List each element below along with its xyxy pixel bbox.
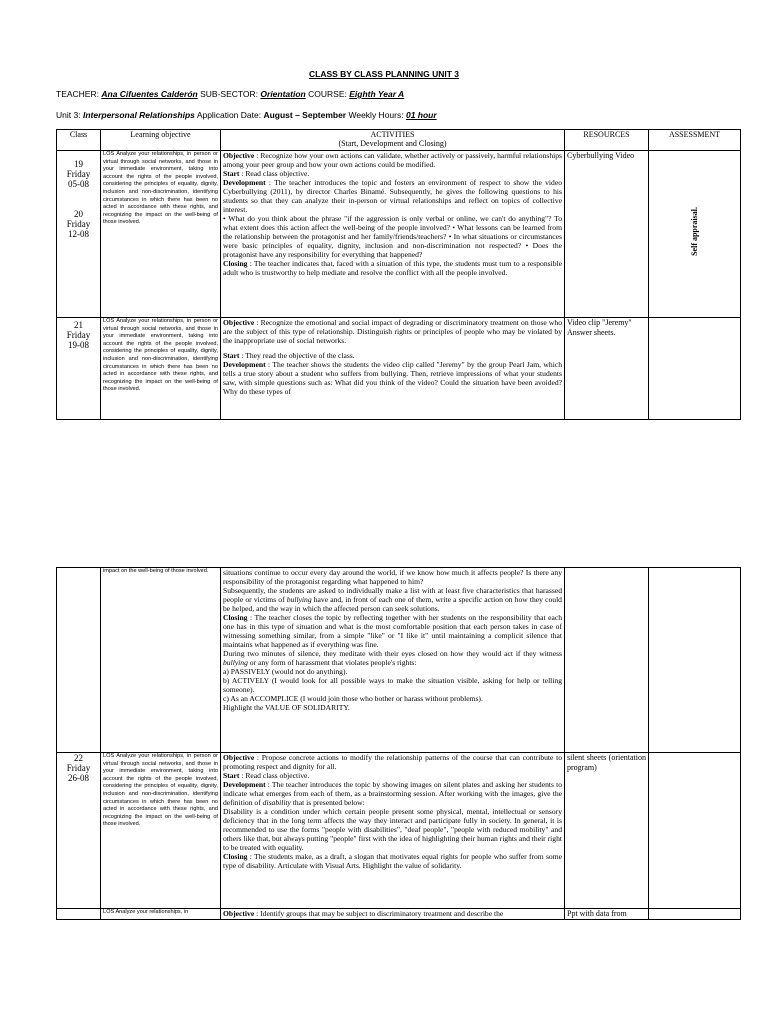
subsector-label: SUB-SECTOR: — [200, 89, 259, 99]
teacher-name: Ana Cifuentes Calderón — [101, 89, 198, 99]
table-row — [57, 151, 741, 318]
class-day: Friday — [66, 763, 91, 773]
development-text-end: that is presented below: — [290, 798, 365, 807]
list-instruction: Subsequently, the students are asked to individually make a list with at least five characteristics that harassed people or victims of — [223, 586, 562, 604]
option-a: a) PASSIVELY (would not do anything). — [223, 667, 348, 676]
objective-text: : Propose concrete actions to modify the relationship patterns of the course that can contribute to promoting respect and dignity for all. — [223, 753, 562, 771]
start-text: : Read class objective. — [241, 771, 310, 780]
class-date: 05-08 — [68, 179, 89, 189]
resources-cell: Video clip "Jeremy" Answer sheets. — [565, 318, 649, 420]
silence-text: During two minutes of silence, they meditate with their eyes closed on how they would act if they witness — [223, 649, 562, 658]
class-day: Friday — [66, 330, 91, 340]
start-label: Start — [223, 169, 240, 178]
development-text: : The teacher introduces the topic by showing images on silent plates and asking her students to indicate what emerges from each of them, as a brainstorming session. After working with the images, give the definition of — [223, 780, 563, 807]
learning-objective-cell: impact on the well-being of those involved. — [101, 568, 221, 753]
start-text: : Read class objective. — [241, 169, 310, 178]
subsector-value: Orientation — [260, 89, 306, 99]
class-day: Friday — [66, 219, 91, 229]
class-cell — [57, 909, 101, 920]
class-cell — [57, 568, 101, 753]
objective-label: Objective — [223, 151, 255, 160]
class-date: 26-08 — [68, 773, 89, 783]
continuation-text: situations continue to occur every day around the world, if we know how much it affects people? Is there any responsibility of the protagonist regarding what happened to him? — [223, 568, 562, 586]
course-value: Eighth Year A — [349, 89, 405, 99]
page-title: CLASS BY CLASS PLANNING UNIT 3 — [308, 69, 460, 79]
assessment-cell — [649, 568, 741, 753]
class-cell — [57, 318, 101, 420]
resources-text: silent sheets (orientation program) — [567, 753, 646, 772]
class-cell — [57, 151, 101, 318]
unit-line — [56, 110, 437, 120]
activities-header-sub: (Start, Development and Closing) — [338, 139, 447, 148]
learning-objective-cell: LOS Analyze your relationships, in — [101, 909, 221, 920]
start-label: Start — [223, 771, 240, 780]
planning-table-page2 — [56, 567, 741, 920]
class-number: 19 — [74, 159, 83, 169]
col-header-resources: RESOURCES — [565, 130, 649, 151]
closing-text: : The students make, as a draft, a slogan that motivates equal rights for people who suffer from some type of disability. Articulate with Visual Arts. Highlight the value of solidarity. — [223, 852, 563, 870]
resources-cell: Ppt with data from — [565, 909, 649, 920]
objective-text: : Recognize the emotional and social impact of degrading or discriminatory treatment on those who are the subject of this type of relationship. Distinguish rights or principles of people who may be violated by the inappropriate use of social networks. — [223, 318, 562, 345]
development-label: Development — [223, 178, 266, 187]
table-row — [57, 909, 741, 920]
course-label: COURSE: — [308, 89, 347, 99]
objective-label: Objective — [223, 909, 255, 918]
activities-cell — [221, 909, 565, 920]
resources-cell — [565, 568, 649, 753]
unit-value: Interpersonal Relationships — [82, 110, 195, 120]
closing-label: Closing — [223, 852, 248, 861]
objective-text: : Identify groups that may be subject to discriminatory treatment and describe the — [256, 909, 504, 918]
class-date: 19-08 — [68, 340, 89, 350]
planning-table-page1 — [56, 129, 741, 420]
col-header-activities — [221, 130, 565, 151]
assessment-text: Self appraisal. — [690, 207, 699, 256]
list-instruction-end: have and, in front of each one of them, write a specific action on how they could be helped, and the way in which the affected person can seek solutions. — [223, 595, 562, 613]
hours-label: Weekly Hours: — [348, 110, 404, 120]
assessment-cell — [649, 151, 741, 318]
disability-term: disability — [262, 798, 291, 807]
class-day: Friday — [66, 169, 91, 179]
learning-objective-text: LOS Analyze your relationships, in person or virtual through social networks, and those in your immediate environment, taking into account the rights of the people involved, considering the principles of equality, dignity, inclusion and non-discrimination, identifying circumstances in which there has been no acted in accordance with these rights, and recognizing the impact on the well-being of those involved. — [103, 318, 218, 393]
resources-cell — [565, 753, 649, 909]
activities-cell — [221, 568, 565, 753]
option-c: c) As an ACCOMPLICE (I would join those who bother or harass without problems). — [223, 694, 483, 703]
hours-value: 01 hour — [405, 110, 437, 120]
value-highlight: Highlight the VALUE OF SOLIDARITY. — [223, 703, 350, 712]
assessment-cell — [649, 318, 741, 420]
start-label: Start — [223, 351, 240, 360]
col-header-assessment: ASSESSMENT — [649, 130, 741, 151]
activities-header-text: ACTIVITIES — [370, 130, 415, 139]
assessment-cell — [649, 909, 741, 920]
development-text: : The teacher shows the students the video clip called "Jeremy" by the group Pearl Jam, which tells a true story about a student who suffers from bullying. Then, retrieve impressions of what your students saw, with simple questions such as: What did you think of the video? Could the situation have been avoided? Why do these types of — [223, 360, 562, 396]
closing-text: : The teacher closes the topic by reflecting together with her students on the responsibility that each one has in this type of situation and what is the most comfortable position that each person takes in case of witnessing something similar, from a simple "like" or "I like it" until maintaining a complicit silence that maintains what happened as if everything was fine. — [223, 613, 562, 649]
date-value: August – September — [263, 110, 347, 120]
resources-cell: Cyberbullying Video — [565, 151, 649, 318]
table-row — [57, 753, 741, 909]
table-row — [57, 318, 741, 420]
development-label: Development — [223, 360, 266, 369]
class-cell — [57, 753, 101, 909]
activities-cell — [221, 151, 565, 318]
disability-definition: Disability is a condition under which certain people present some physical, mental, intellectual or sensory deficiency that in the long term affects the way they interact and participate fully in society. In general, it is recommended to use the forms "people with disabilities", "deaf people", "people with reduced mobility" and others like that, but always putting "people" first with the idea of highlighting their human rights and their right to be treated with equality. — [223, 807, 562, 852]
date-label: Application Date: — [196, 110, 262, 120]
silence-text-end: or any form of harassment that violates people's rights: — [247, 658, 417, 667]
start-text: : They read the objective of the class. — [241, 351, 355, 360]
class-number: 20 — [74, 209, 83, 219]
class-number: 22 — [74, 753, 83, 763]
table-row — [57, 568, 741, 753]
unit-label: Unit 3: — [56, 110, 81, 120]
activities-cell — [221, 318, 565, 420]
learning-objective-cell: LOS Analyze your relationships, in person or virtual through social networks, and those in your immediate environment, taking into account the rights of the people involved, considering the principles of equality, dignity, inclusion and non-discrimination, identifying circumstances in which there has been no acted in accordance with these rights, and recognizing the impact on the well-being of those involved. — [101, 151, 221, 318]
bullying-term: bullying — [223, 658, 248, 667]
class-number: 21 — [74, 320, 83, 330]
col-header-class: Class — [57, 130, 101, 151]
teacher-label: TEACHER: — [56, 89, 99, 99]
learning-objective-cell: LOS Analyze your relationships, in person or virtual through social networks, and those in your immediate environment, taking into account the rights of the people involved, considering the principles of equality, dignity, inclusion and non-discrimination, identifying circumstances in which there has been no acted in accordance with these rights, and recognizing the impact on the well-being of those involved. — [101, 753, 221, 909]
closing-text: : The teacher indicates that, faced with a situation of this type, the students must turn to a responsible adult who is trustworthy to help mediate and resolve the conflict with all the people involved. — [223, 259, 562, 277]
activities-cell — [221, 753, 565, 909]
objective-text: : Recognize how your own actions can validate, whether actively or passively, harmful relationships among your peer group and how your own actions could be modified. — [223, 151, 562, 169]
learning-objective-cell — [101, 318, 221, 420]
col-header-objective: Learning objective — [101, 130, 221, 151]
assessment-cell — [649, 753, 741, 909]
class-date: 12-08 — [68, 229, 89, 239]
development-label: Development — [223, 780, 266, 789]
closing-label: Closing — [223, 259, 248, 268]
bullying-term: bullying — [286, 595, 312, 604]
development-text: : The teacher introduces the topic and fosters an environment of respect to show the video Cyberbullying (2011), by director Charles Binamé. Subsequently, he gives the following questions to his students so that they can analyze their in-person or virtual relationships and reflect on topics of collective interest. — [223, 178, 562, 214]
development-questions: • What do you think about the phrase "if the aggression is only verbal or online, we can't do anything"? To what extent does this action affect the well-being of the people involved? • What lessons can be learned from the relationship between the protagonist and her family/friends/teachers? • In what situations or circumstances were basic principles of equality, dignity, inclusion and non-discrimination not respected? • Does the protagonist have any responsibility for everything that happened? — [223, 214, 562, 259]
teacher-line — [56, 89, 404, 99]
objective-label: Objective — [223, 318, 255, 327]
objective-label: Objective — [223, 753, 255, 762]
option-b: b) ACTIVELY (I would look for all possible ways to make the situation visible, asking for help or telling someone). — [223, 676, 562, 694]
closing-label: Closing — [223, 613, 248, 622]
